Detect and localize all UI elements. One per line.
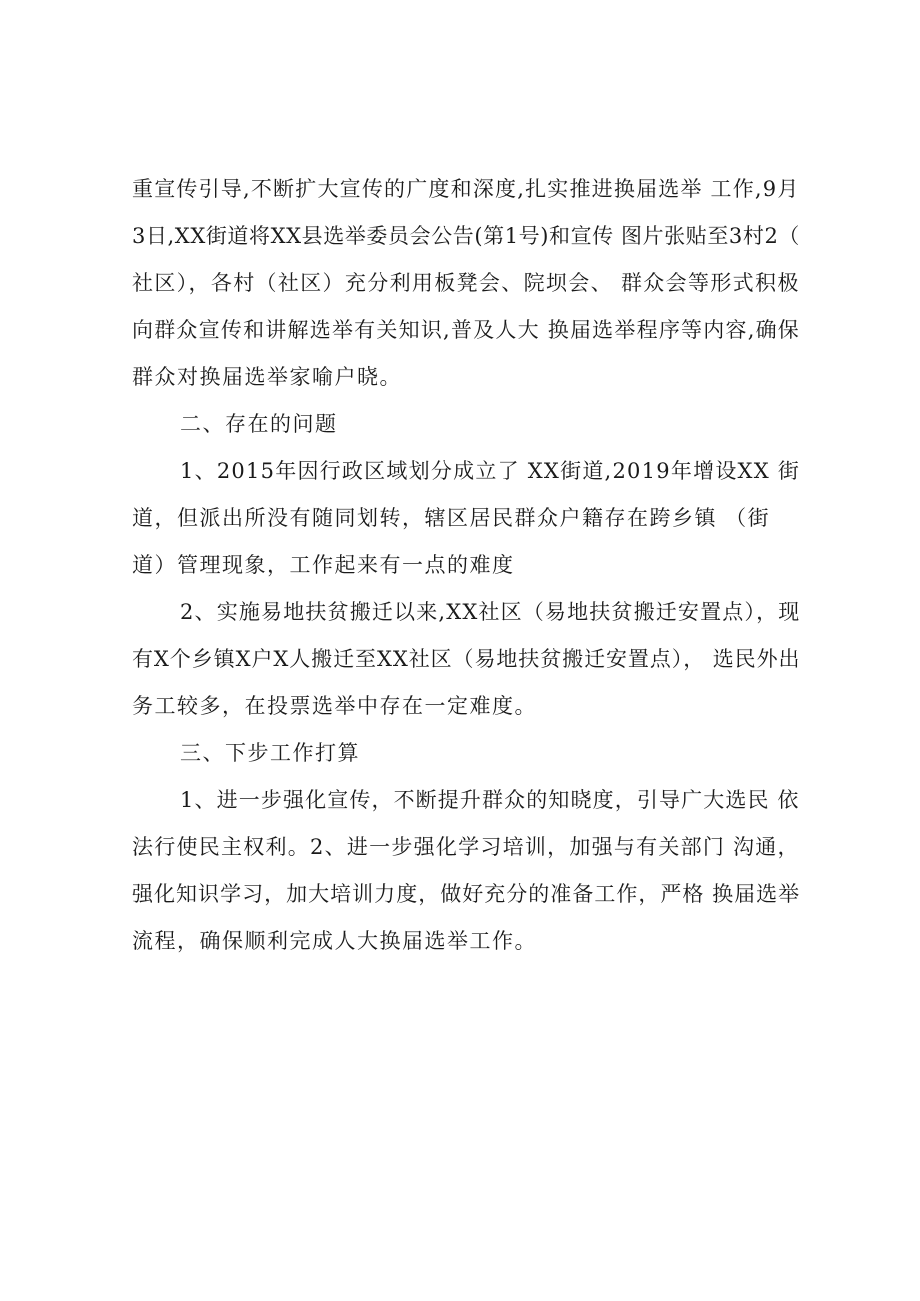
text-line: 3日,XX街道将XX县选举委员会公告(第1号)和宣传 图片张贴至3村2（ [132, 224, 800, 248]
text-line: 1、2015年因行政区域划分成立了 XX街道,2019年增设XX 街 [180, 459, 801, 483]
text-line: 向群众宣传和讲解选举有关知识,普及人大 换届选举程序等内容,确保 [132, 318, 801, 342]
text-line: 1、进一步强化宣传，不断提升群众的知晓度，引导广大选民 依 [180, 788, 800, 812]
text-line: 群众对换届选举家喻户晓。 [132, 365, 402, 389]
text-line: 法行使民主权利。2、进一步强化学习培训，加强与有关部门 沟通， [132, 835, 800, 859]
section-heading: 二、存在的问题 [180, 412, 338, 436]
text-line: 2、实施易地扶贫搬迁以来,XX社区（易地扶贫搬迁安置点），现 [180, 600, 801, 624]
text-line: 有X个乡镇X户X人搬迁至XX社区（易地扶贫搬迁安置点）， 选民外出 [132, 647, 801, 671]
text-line: 强化知识学习，加大培训力度，做好充分的准备工作，严格 换届选举 [132, 882, 801, 906]
text-line: 社区），各村（社区）充分利用板凳会、院坝会、 群众会等形式积极 [132, 271, 800, 295]
text-line: 道）管理现象，工作起来有一点的难度 [132, 553, 515, 577]
text-line: 重宣传引导,不断扩大宣传的广度和深度,扎实推进换届选举 工作,9月 [132, 177, 800, 201]
section-heading: 三、下步工作打算 [180, 741, 360, 765]
text-line: 流程，确保顺利完成人大换届选举工作。 [132, 929, 537, 953]
text-line: 务工较多，在投票选举中存在一定难度。 [132, 694, 537, 718]
text-line: 道，但派出所没有随同划转，辖区居民群众户籍存在跨乡镇 （街 [132, 506, 771, 530]
